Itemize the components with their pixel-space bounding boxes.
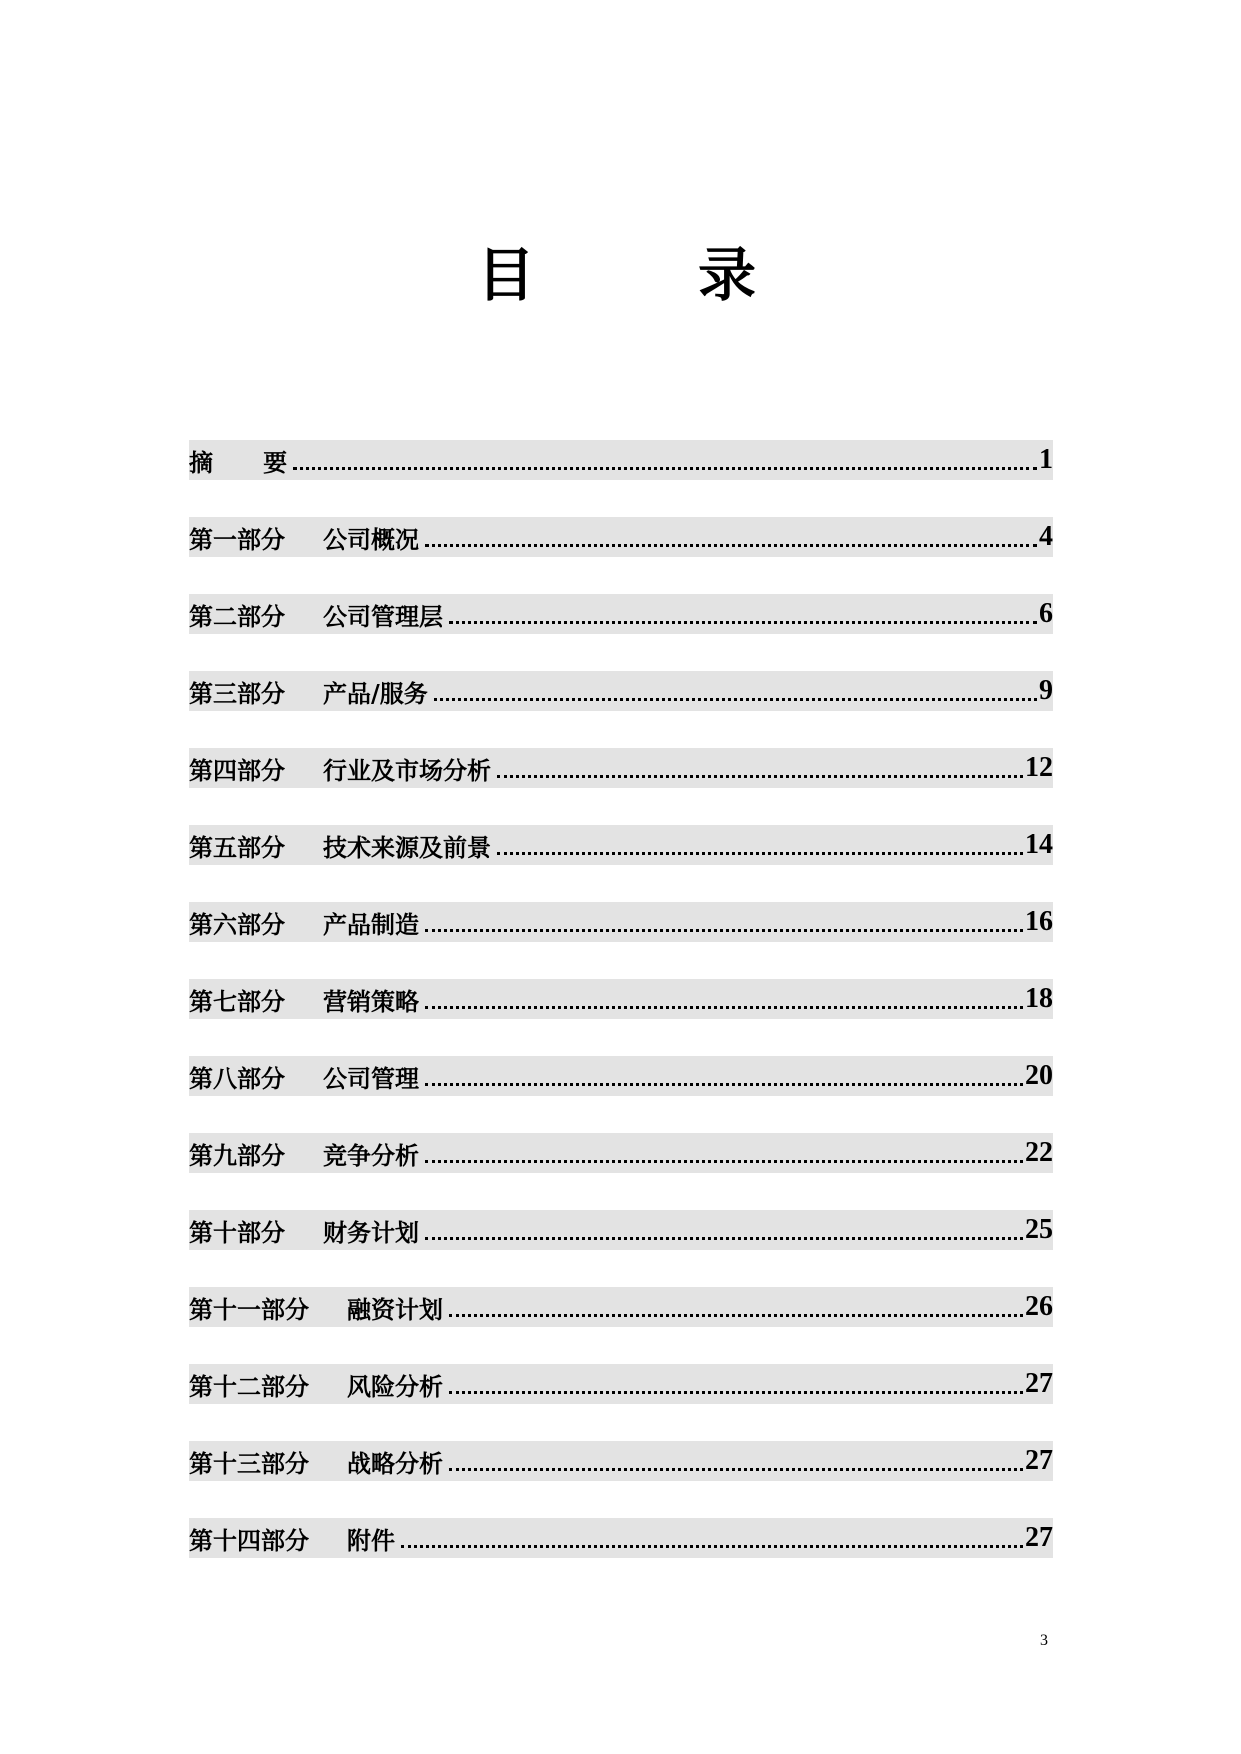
- toc-page-number: 20: [1025, 1060, 1053, 1091]
- toc-entry-part-7[interactable]: [189, 979, 1053, 1019]
- toc-entry-part-11[interactable]: [189, 1287, 1053, 1327]
- dot-leader: [293, 443, 1037, 470]
- toc-entry-summary[interactable]: [189, 440, 1053, 480]
- toc-part-label: 第八部分: [189, 1063, 285, 1093]
- page-number: 3: [1040, 1632, 1048, 1649]
- toc-section-name: 产品制造: [323, 909, 419, 939]
- toc-section-name: 行业及市场分析: [323, 755, 491, 785]
- dot-leader: [449, 1367, 1023, 1394]
- toc-page-number: 12: [1025, 752, 1053, 783]
- toc-part-label: 第七部分: [189, 986, 285, 1016]
- toc-entry-part-10[interactable]: [189, 1210, 1053, 1250]
- dot-leader: [497, 751, 1023, 778]
- toc-page-number: 25: [1025, 1214, 1053, 1245]
- dot-leader: [449, 1290, 1023, 1317]
- toc-part-label: 第二部分: [189, 601, 285, 631]
- dot-leader: [425, 905, 1023, 932]
- toc-section-name: 营销策略: [323, 986, 419, 1016]
- toc-part-label: 第十一部分: [189, 1294, 309, 1324]
- toc-title: [0, 235, 1241, 315]
- title-char-2: 录: [698, 241, 757, 309]
- dot-leader: [425, 520, 1037, 547]
- toc-section-name: 产品/服务: [323, 678, 428, 708]
- toc-entry-part-8[interactable]: [189, 1056, 1053, 1096]
- toc-page-number: 14: [1025, 829, 1053, 860]
- toc-part-label: 第十部分: [189, 1217, 285, 1247]
- toc-entry-part-3[interactable]: [189, 671, 1053, 711]
- toc-section-name: 技术来源及前景: [323, 832, 491, 862]
- dot-leader: [434, 674, 1037, 701]
- dot-leader: [425, 1136, 1023, 1163]
- toc-page-number: 16: [1025, 906, 1053, 937]
- toc-page-number: 1: [1039, 444, 1053, 475]
- toc-part-label: 第十三部分: [189, 1448, 309, 1478]
- toc-page-number: 6: [1039, 598, 1053, 629]
- toc-entry-part-9[interactable]: [189, 1133, 1053, 1173]
- toc-part-label: 摘 要: [189, 447, 288, 477]
- toc-part-label: 第一部分: [189, 524, 285, 554]
- toc-page-number: 9: [1039, 675, 1053, 706]
- toc-entry-part-2[interactable]: [189, 594, 1053, 634]
- toc-section-name: 融资计划: [347, 1294, 443, 1324]
- toc-part-label: 第四部分: [189, 755, 285, 785]
- toc-page-number: 27: [1025, 1445, 1053, 1476]
- toc-section-name: 公司概况: [323, 524, 419, 554]
- toc-page-number: 26: [1025, 1291, 1053, 1322]
- toc-entry-part-1[interactable]: [189, 517, 1053, 557]
- toc-entry-part-4[interactable]: [189, 748, 1053, 788]
- toc-page-number: 27: [1025, 1522, 1053, 1553]
- toc-part-label: 第九部分: [189, 1140, 285, 1170]
- toc-page-number: 4: [1039, 521, 1053, 552]
- toc-section-name: 公司管理层: [323, 601, 443, 631]
- dot-leader: [425, 1059, 1023, 1086]
- toc-part-label: 第十二部分: [189, 1371, 309, 1401]
- toc-section-name: 竞争分析: [323, 1140, 419, 1170]
- dot-leader: [497, 828, 1023, 855]
- toc-entry-part-5[interactable]: [189, 825, 1053, 865]
- toc-part-label: 第五部分: [189, 832, 285, 862]
- toc-page-number: 27: [1025, 1368, 1053, 1399]
- toc-page-number: 18: [1025, 983, 1053, 1014]
- title-char-1: 目: [477, 241, 536, 309]
- toc-entry-part-12[interactable]: [189, 1364, 1053, 1404]
- dot-leader: [425, 1213, 1023, 1240]
- dot-leader: [449, 1444, 1023, 1471]
- toc-page-number: 22: [1025, 1137, 1053, 1168]
- toc-section-name: 附件: [347, 1525, 395, 1555]
- toc-part-label: 第六部分: [189, 909, 285, 939]
- dot-leader: [425, 982, 1023, 1009]
- toc-section-name: 财务计划: [323, 1217, 419, 1247]
- toc-section-name: 公司管理: [323, 1063, 419, 1093]
- toc-entry-part-14[interactable]: [189, 1518, 1053, 1558]
- toc-section-name: 风险分析: [347, 1371, 443, 1401]
- toc-part-label: 第三部分: [189, 678, 285, 708]
- toc-entry-part-6[interactable]: [189, 902, 1053, 942]
- toc-entry-part-13[interactable]: [189, 1441, 1053, 1481]
- dot-leader: [449, 597, 1037, 624]
- toc-part-label: 第十四部分: [189, 1525, 309, 1555]
- dot-leader: [401, 1521, 1023, 1548]
- toc-section-name: 战略分析: [347, 1448, 443, 1478]
